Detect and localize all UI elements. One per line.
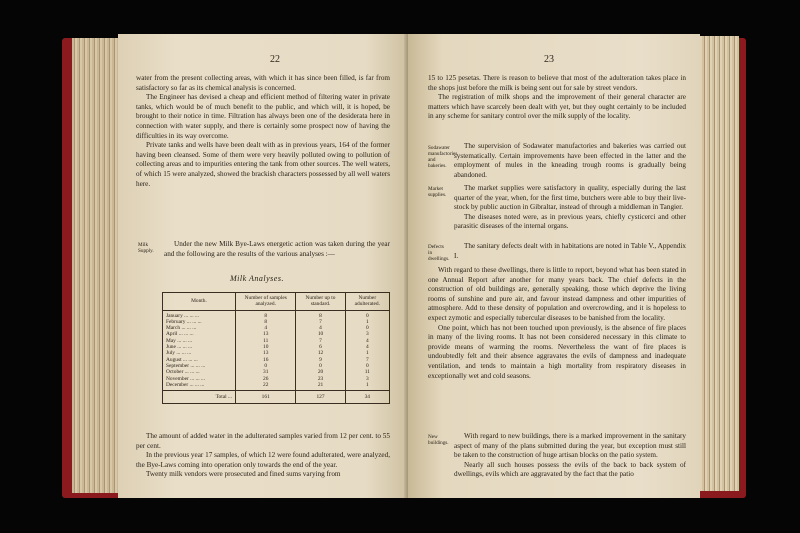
margin-note-market: Market supplies. [428,186,447,198]
column-header: Number adulterated. [345,293,389,311]
paragraph: Under the new Milk Bye-Laws energetic action was taken during the year and the following are the results of the various analyses :— [164,240,390,258]
month-cell: January ... ... ... February ... ... ... March ... ... ... April ... ... ... May ... ... ... June ... ... ... July ... ... ... August ... ... ... September ... ... ... October ... ... ... November ... ... ... December ... ... ... [163,310,236,391]
new-buildings-text [454,432,686,480]
paragraph: Nearly all such houses possess the evils of the back to back system of dwellings, evils which are aggravated by the fact that the patio [454,460,686,479]
total-adulterated: 34 [345,391,389,404]
paragraph: Twenty milk vendors were prosecuted and fined sums varying from [146,470,341,479]
right-page-edges [697,36,739,491]
total-label: Total ... [163,391,236,404]
paragraph: 15 to 125 pesetas. There is reason to believe that most of the adulteration takes place in the shops just before the milk is being sent out for sale by street vendors. [428,74,686,92]
table-header-row [163,293,390,311]
margin-note-sodawater: Sodawater manufactories and bakeries. [428,145,458,169]
paragraph: The amount of added water in the adulterated samples varied from 12 per cent. to 55 per cent. [136,432,390,450]
paragraph: In the previous year 17 samples, of which 12 were found adulterated, were analyzed, the Bye-Laws coming into operation only towards the end of the year. [136,451,390,469]
standard-cell: 8 7 4 10 7 6 12 9 0 20 23 21 [296,310,345,391]
paragraph: With regard to new buildings, there is a marked improvement in the sanitary aspect of many of the plans submitted during the year, but exception must still be taken to the construction of huge artisan blocks on the patio system. [454,432,686,460]
table-body-row [163,310,390,391]
right-page [408,34,700,498]
milk-intro [164,240,390,259]
paragraph: The supervision of Sodawater manufactories and bakeries was carried out systematically. Certain improvements have been effected in the latter and the employment of mules in the kneading trough rooms is gradually being abandoned. [454,142,686,179]
dwellings-text [428,266,686,381]
market-text [454,184,686,232]
margin-note-new-buildings: New buildings. [428,434,449,446]
paragraph: One point, which has not been touched upon previously, is the absence of fire places in many of the living rooms. It has not been considered necessary in this climate to provide means of warming the rooms. Nevertheless the want of fire places is undoubtedly felt and their absence aggravates the evils of dampness and inadequate ventilation, and tends to maintain a high mortality from respiratory diseases in exceptionally wet and cold seasons. [428,323,686,380]
column-header: Number up to standard. [296,293,345,311]
left-page [118,34,410,498]
margin-note-defects: Defects in dwellings. [428,244,450,262]
left-text-bottom [136,432,390,480]
paragraph: With regard to these dwellings, there is little to report, beyond what has been stated in one Annual Report after another for many years back. The chief defects in the construction of old buildings are, generally speaking, those which deprive the living rooms of sunshine and pure air, and favour instead dampness and other impurities of atmosphere. Add to these density of population and overcrowding, and it is hopeless to expect zymotic and especially tubercular diseases to be banished from the locality. [428,266,686,322]
table-total-row [163,391,390,404]
paragraph: The registration of milk shops and the improvement of their general character are matters which have scarcely been dealt with yet, but they ought certainly to be included in any scheme for sanitary control over the milk supply of the locality. [428,93,686,121]
milk-analyses-table [162,292,390,404]
left-text-top [136,74,390,189]
page-number: 23 [544,54,554,65]
paragraph: The sanitary defects dealt with in habitations are noted in Table V., Appendix I. [454,242,686,260]
defects-text [454,242,686,261]
column-header: Number of samples analyzed. [236,293,296,311]
total-standard: 127 [296,391,345,404]
total-analyzed: 161 [236,391,296,404]
paragraph: The Engineer has devised a cheap and efficient method of filtering water in private tanks, which would be of much benefit to the public, and which will, it is hoped, be brought to their notice in time. Filtration has always been one of the desiderata here in connection with water supply, and there is certainly some prospect now of having the difficulties in its way overcome. [136,93,390,140]
table-title: Milk Analyses. [230,274,284,283]
column-header: Month. [163,293,236,311]
paragraph: The market supplies were satisfactory in quality, especially during the last quarter of the year, when, for the first time, butchers were able to buy their live-stock by public auction in Gibraltar, instead of through a middleman in Tangier. [454,184,686,212]
page-number: 22 [270,54,280,65]
left-page-edges [72,38,124,493]
sodawater-text [454,142,686,180]
paragraph: The diseases noted were, as in previous years, chiefly cysticerci and other parasitic diseases of the internal organs. [454,212,686,231]
right-text-top [428,74,686,122]
adulterated-cell: 0 1 0 3 4 4 1 7 0 11 3 1 [345,310,389,391]
paragraph: water from the present collecting areas, with which it has since been filled, is far from satisfactory so far as its chemical analysis is concerned. [136,74,390,92]
analyzed-cell: 8 8 4 13 11 10 13 16 0 31 26 22 [236,310,296,391]
margin-note-milk: Milk Supply. [138,242,154,254]
paragraph: Private tanks and wells have been dealt with as in previous years, 164 of the former having been cleansed. Some of them were very heavily polluted owing to pollution of collecting areas and to impurities entering the tank from other sources. The well waters, of which 15 were analyzed, showed the brackish characters possessed by all well waters here. [136,141,390,188]
